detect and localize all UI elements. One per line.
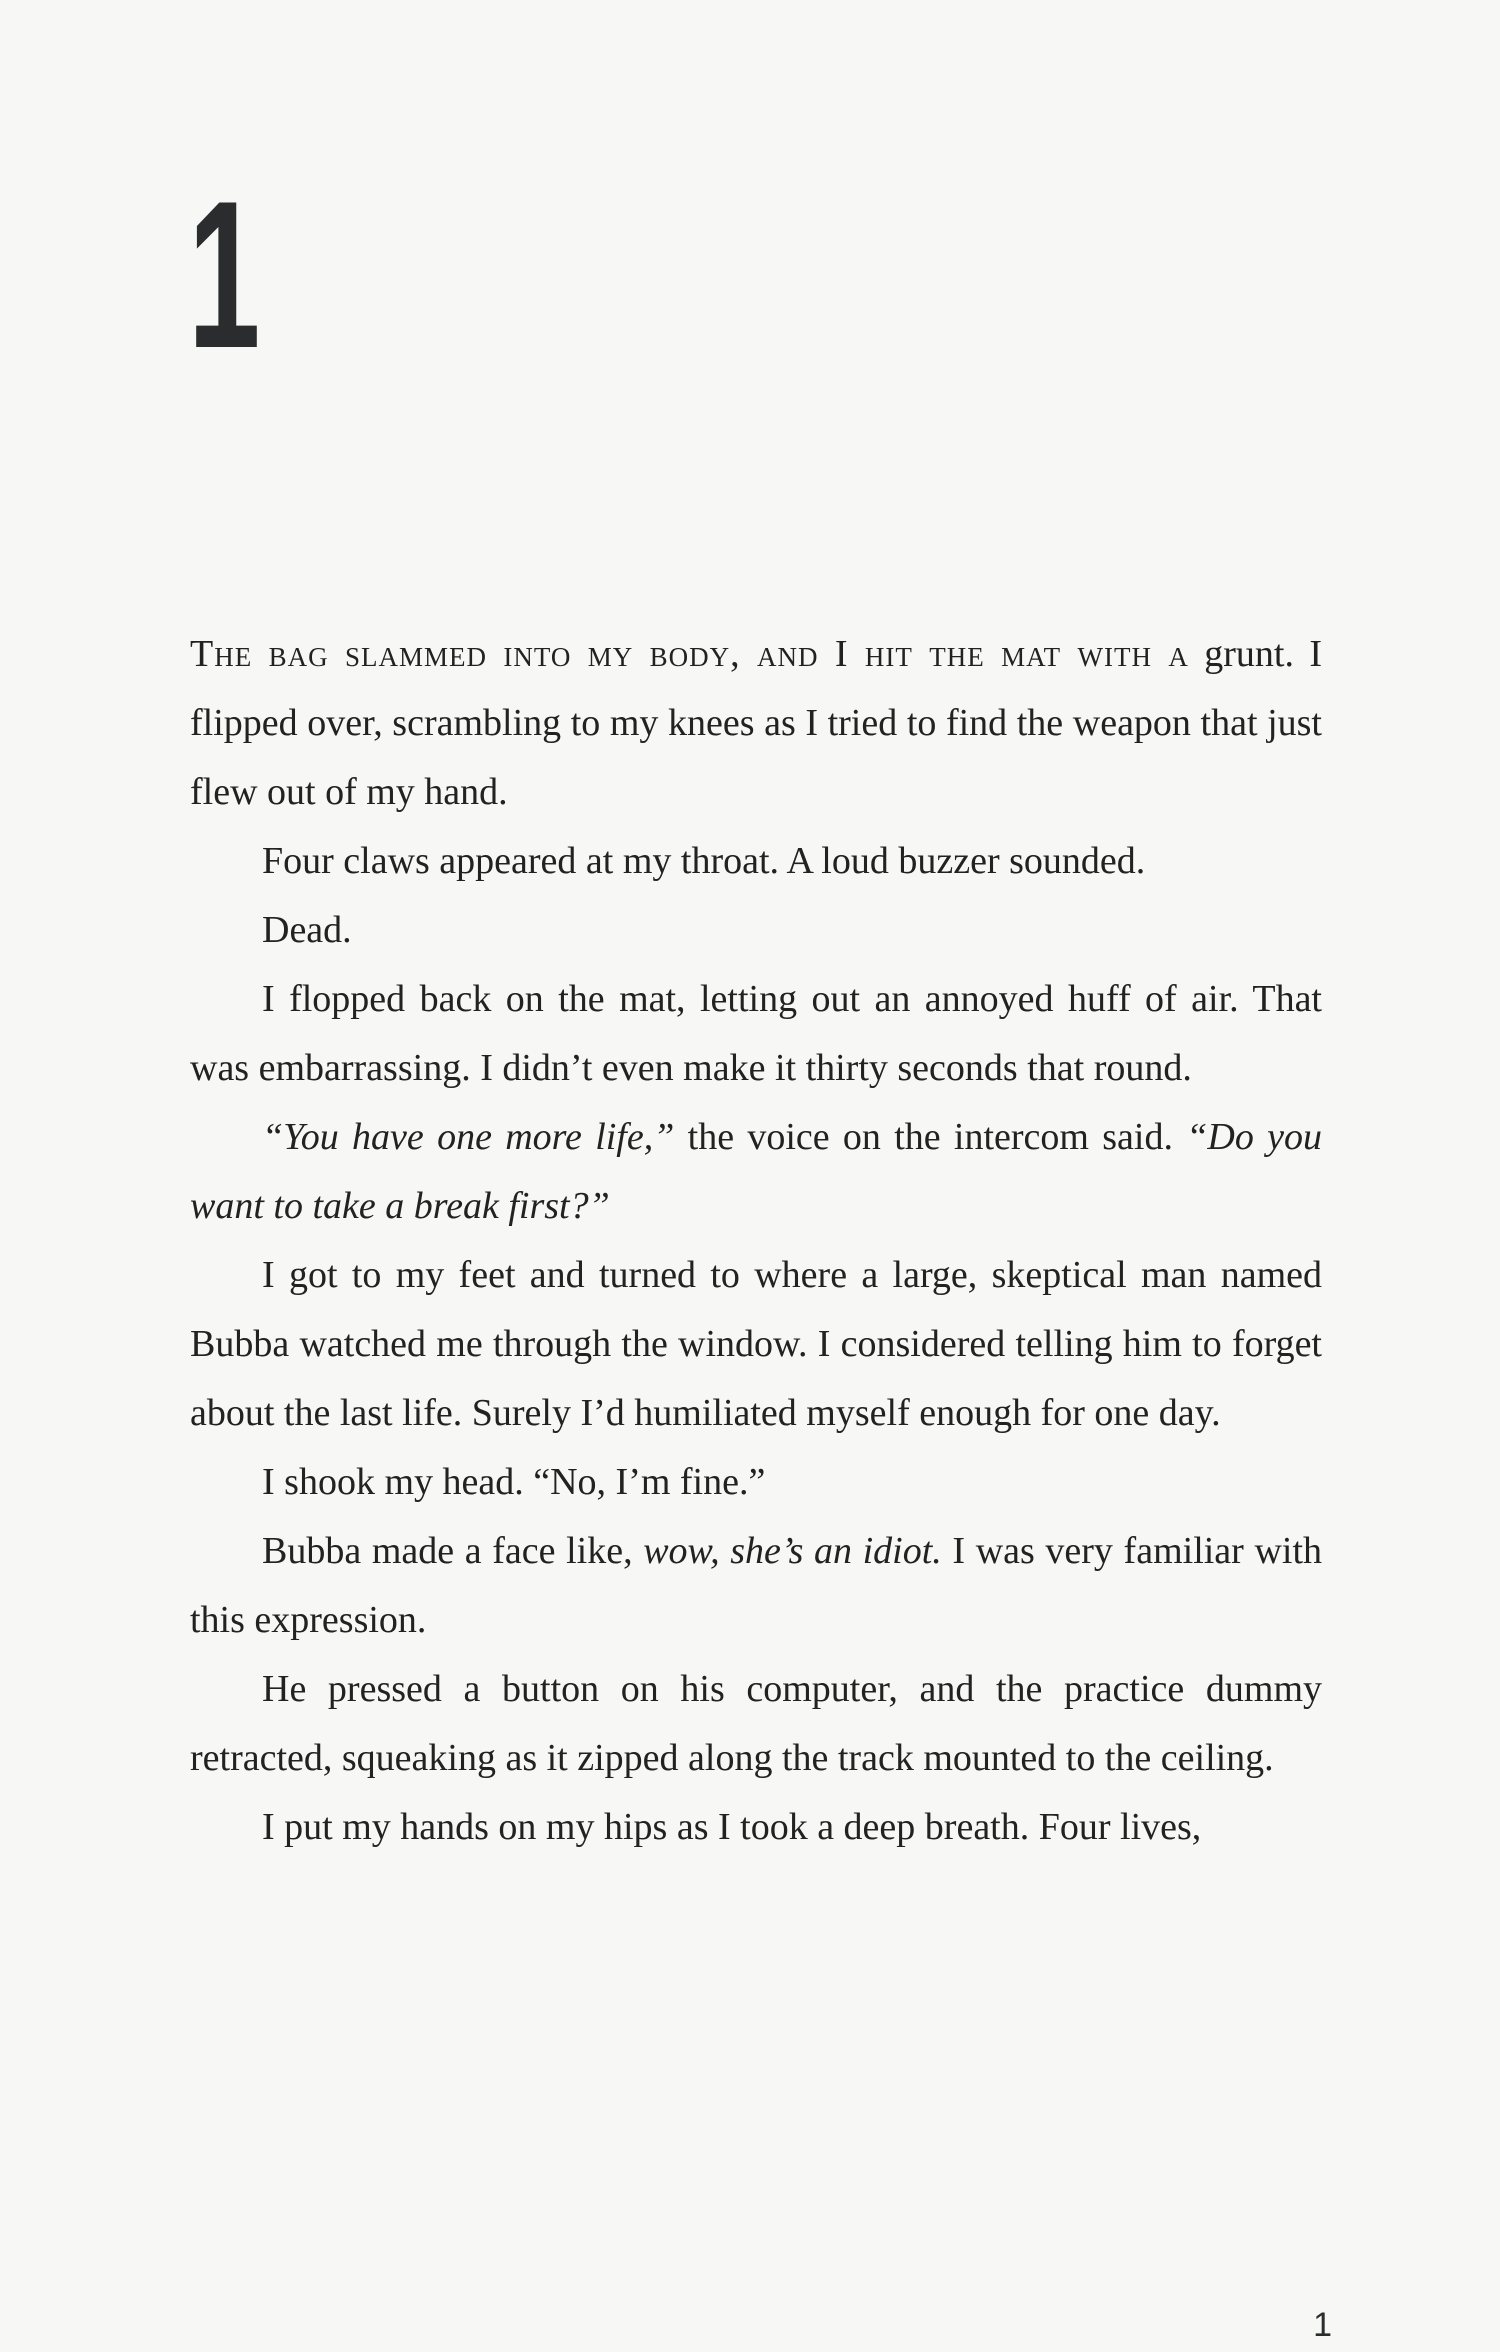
paragraph-2: Four claws appeared at my throat. A loud buzzer sounded. xyxy=(262,840,1146,882)
paragraph-9: He pressed a button on his computer, and the practice dummy retracted, squeaking as it zipped along the track mounted to the ceiling. xyxy=(190,1668,1322,1779)
chapter-number: 1 xyxy=(188,157,258,392)
paragraph-text: Bubba made a face like, xyxy=(262,1530,644,1572)
paragraph-3: Dead. xyxy=(262,909,352,951)
opening-small-caps: The bag slammed into my body, and I hit the mat with a xyxy=(190,633,1189,675)
page-number: 1 xyxy=(1313,2306,1332,2344)
paragraph-10: I put my hands on my hips as I took a deep breath. Four lives, xyxy=(262,1806,1202,1848)
paragraph-7: I shook my head. “No, I’m fine.” xyxy=(262,1461,766,1503)
paragraph-8 xyxy=(190,1517,1322,1655)
paragraph-4: I flopped back on the mat, letting out an annoyed huff of air. That was embarrassing. I didn’t even make it thirty seconds that round. xyxy=(190,978,1322,1089)
paragraph-text: I was very familiar with this expression. xyxy=(190,1530,1323,1641)
body-text xyxy=(190,620,1322,1862)
paragraph-6: I got to my feet and turned to where a large, skeptical man named Bubba watched me through the window. I considered telling him to forget about the last life. Surely I’d humiliated myself enough for one day. xyxy=(190,1254,1322,1434)
paragraph-5 xyxy=(190,1103,1322,1241)
paragraph-1 xyxy=(190,620,1322,827)
paragraph-text: grunt. I flipped over, scrambling to my knees as I tried to find the weapon that just flew out of my hand. xyxy=(190,633,1323,813)
italic-dialogue: “You have one more life,” xyxy=(262,1116,675,1158)
italic-thought: wow, she’s an idiot. xyxy=(643,1530,942,1572)
paragraph-text: the voice on the intercom said. xyxy=(674,1116,1187,1158)
italic-dialogue: “Do you want to take a break first?” xyxy=(190,1116,1322,1227)
